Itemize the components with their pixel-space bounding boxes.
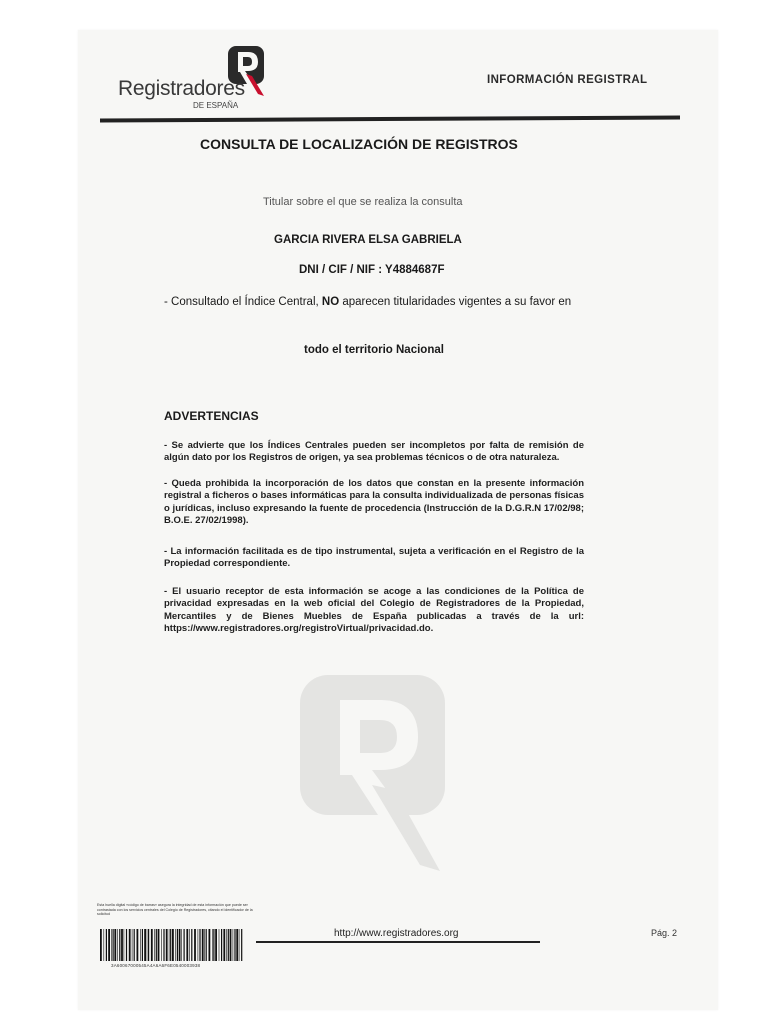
r-watermark-icon	[300, 675, 445, 875]
warnings-title: ADVERTENCIAS	[164, 409, 259, 423]
page-number: Pág. 2	[651, 928, 678, 938]
barcode-number: 3A60067000545A4A6A6F6E0540003938	[111, 963, 201, 968]
document-title: CONSULTA DE LOCALIZACIÓN DE REGISTROS	[200, 136, 518, 152]
result-prefix: - Consultado el Índice Central,	[164, 296, 322, 308]
warning-item: - Queda prohibida la incorporación de los datos que constan en la presente información registral a ficheros o bases informáticas para la consulta individualizada de personas físicas o jurídicas, incluso expresando la fuente de procedencia (Instrucción de la D.G.R.N 17/02/98; B.O.E. 27/02/1998).	[164, 478, 584, 526]
warning-item: - La información facilitada es de tipo instrumental, sujeta a verificación en el Registro de la Propiedad correspondiente.	[164, 546, 584, 570]
section-label: INFORMACIÓN REGISTRAL	[487, 74, 648, 86]
footer-divider	[256, 941, 540, 943]
barcode	[99, 929, 245, 961]
warning-item: - El usuario receptor de esta información se acoge a las condiciones de la Política de privacidad expresadas en la web oficial del Colegio de Registradores de la Propiedad, Mercantiles y de Bienes Muebles de España publicadas a través de la url: https://www.registradores.org/registroVirtual/privacidad.do.	[164, 586, 584, 634]
result-suffix: aparecen titularidades vigentes a su favor en	[339, 296, 572, 308]
query-result	[164, 295, 594, 310]
holder-name: GARCIA RIVERA ELSA GABRIELA	[274, 234, 462, 246]
id-number: DNI / CIF / NIF : Y4884687F	[299, 264, 445, 276]
brand-subtitle: DE ESPAÑA	[193, 101, 239, 110]
barcode-fine-print: Esta huella digital «código de barras» asegura la integridad de esta información que puede ser contrastada con los servicios centrales del Colegio de Registradores, citando el identificador de la solicitud	[97, 903, 253, 916]
query-subtitle: Titular sobre el que se realiza la consulta	[263, 196, 463, 208]
result-emphasis: NO	[321, 296, 340, 308]
query-scope: todo el territorio Nacional	[304, 344, 444, 356]
footer-url[interactable]: http://www.registradores.org	[334, 928, 459, 939]
warning-item: - Se advierte que los Índices Centrales pueden ser incompletos por falta de remisión de algún dato por los Registros de origen, ya sea problemas técnicos o de otra naturaleza.	[164, 440, 584, 464]
brand-name: Registradores	[118, 77, 245, 100]
